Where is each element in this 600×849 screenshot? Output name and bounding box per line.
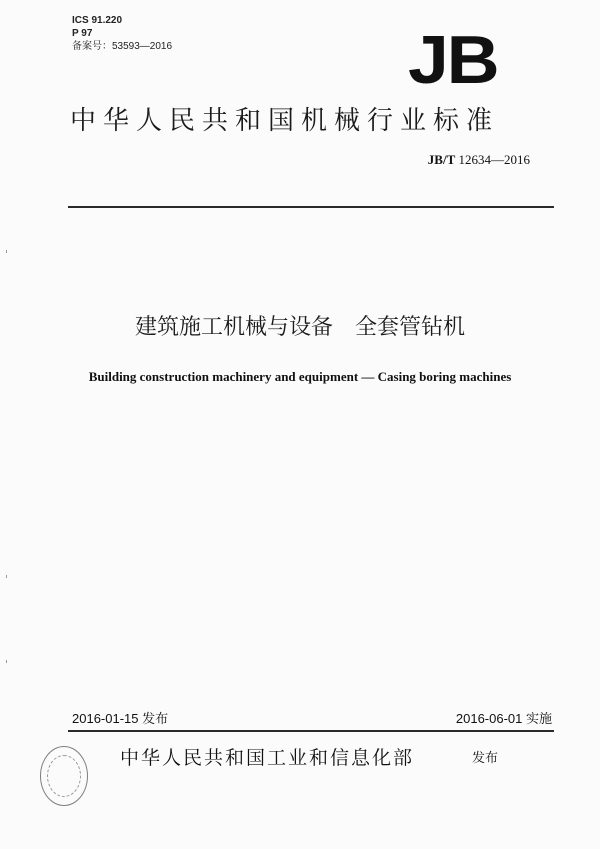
seal-stamp-icon xyxy=(40,746,88,806)
filing-number: 备案号：53593—2016 xyxy=(72,41,173,52)
issue-date: 2016-01-15 发布 xyxy=(72,711,169,726)
title-english: Building construction machinery and equipment — Casing boring machines xyxy=(88,369,512,384)
ccs-code: P 97 xyxy=(72,28,93,39)
scan-speck xyxy=(6,575,7,578)
jb-logo: JB xyxy=(408,22,498,98)
implementation-date: 2016-06-01 实施 xyxy=(455,711,552,726)
scan-speck xyxy=(6,250,7,253)
bottom-divider xyxy=(68,730,554,732)
standard-code: 12634—2016 xyxy=(455,152,530,167)
title-chinese: 建筑施工机械与设备 全套管钻机 xyxy=(134,315,465,340)
ics-code: ICS 91.220 xyxy=(72,15,123,26)
top-divider xyxy=(68,206,554,208)
publisher-suffix: 发布 xyxy=(472,751,499,766)
publisher-name: 中华人民共和国工业和信息化部 xyxy=(120,747,415,769)
standard-prefix: JB/T xyxy=(427,152,456,167)
classification-block xyxy=(72,14,172,53)
standard-number xyxy=(428,152,530,168)
organization-title: 中华人民共和国机械行业标准 xyxy=(70,106,500,136)
scan-speck xyxy=(6,660,7,663)
